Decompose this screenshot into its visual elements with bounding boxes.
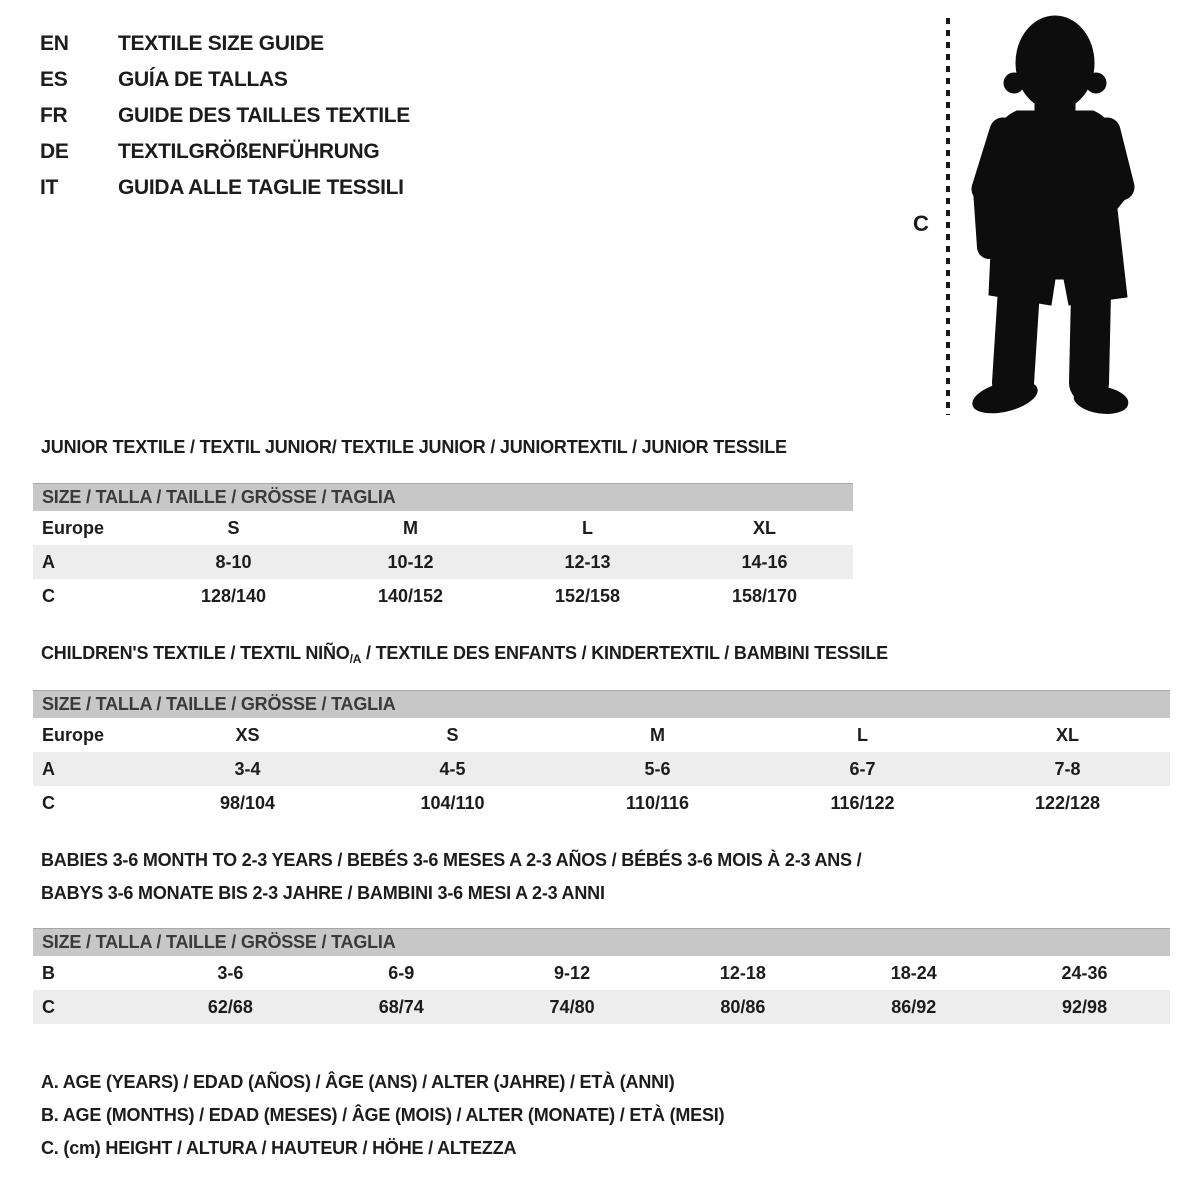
table-cell: 6-7 bbox=[849, 758, 876, 779]
height-dashed-line bbox=[946, 18, 950, 415]
language-row-en bbox=[40, 26, 410, 62]
size-header-label: SIZE / TALLA / TAILLE / GRÖSSE / TAGLIA bbox=[42, 487, 396, 507]
legend-line-b: B. AGE (MONTHS) / EDAD (MESES) / ÂGE (MOIS) / ALTER (MONATE) / ETÀ (MESI) bbox=[41, 1105, 725, 1125]
babies-size-table bbox=[33, 928, 1170, 1024]
row-label: B bbox=[42, 962, 55, 983]
table-cell: XL bbox=[1055, 724, 1079, 745]
language-code: IT bbox=[40, 176, 59, 199]
table-cell: 14-16 bbox=[741, 551, 788, 572]
table-cell: 116/122 bbox=[830, 792, 895, 813]
size-header-label: SIZE / TALLA / TAILLE / GRÖSSE / TAGLIA bbox=[42, 932, 396, 952]
babies-section-title-line1: BABIES 3-6 MONTH TO 2-3 YEARS / BEBÉS 3-6 MESES A 2-3 AÑOS / BÉBÉS 3-6 MOIS À 2-3 ANS / bbox=[41, 850, 862, 870]
language-row-fr bbox=[40, 98, 410, 134]
table-cell: 62/68 bbox=[207, 996, 253, 1017]
language-title-list bbox=[40, 26, 410, 206]
measure-legend bbox=[41, 1066, 724, 1165]
table-cell: 128/140 bbox=[200, 585, 267, 606]
table-row-europe bbox=[33, 511, 853, 545]
table-cell: 152/158 bbox=[554, 585, 621, 606]
guide-title: TEXTILGRÖßENFÜHRUNG bbox=[118, 140, 380, 163]
legend-line-a: A. AGE (YEARS) / EDAD (AÑOS) / ÂGE (ANS) / ALTER (JAHRE) / ETÀ (ANNI) bbox=[41, 1072, 675, 1092]
table-cell: 98/104 bbox=[219, 792, 276, 813]
junior-size-table bbox=[33, 483, 853, 613]
size-header-bar bbox=[33, 483, 853, 511]
legend-line-c: C. (cm) HEIGHT / ALTURA / HAUTEUR / HÖHE / ALTEZZA bbox=[41, 1138, 517, 1158]
table-cell: S bbox=[446, 724, 459, 745]
height-measure-label: C bbox=[913, 211, 929, 236]
row-label: C bbox=[42, 585, 55, 606]
table-cell: 104/110 bbox=[420, 792, 485, 813]
language-row-de bbox=[40, 134, 410, 170]
table-cell: 3-6 bbox=[217, 962, 244, 983]
table-cell: 122/128 bbox=[1034, 792, 1101, 813]
row-label: A bbox=[42, 551, 55, 572]
language-row-es bbox=[40, 62, 410, 98]
table-cell: 140/152 bbox=[377, 585, 444, 606]
table-cell: 3-4 bbox=[234, 758, 261, 779]
table-cell: 12-13 bbox=[564, 551, 611, 572]
guide-title: GUIDA ALLE TAGLIE TESSILI bbox=[118, 176, 404, 199]
table-cell: 80/86 bbox=[720, 996, 766, 1017]
junior-section-title: JUNIOR TEXTILE / TEXTIL JUNIOR/ TEXTILE JUNIOR / JUNIORTEXTIL / JUNIOR TESSILE bbox=[41, 437, 787, 457]
size-header-bar bbox=[33, 690, 1170, 718]
row-label: A bbox=[42, 758, 55, 779]
table-cell: 158/170 bbox=[731, 585, 798, 606]
table-cell: 6-9 bbox=[388, 962, 415, 983]
guide-title: GUÍA DE TALLAS bbox=[118, 68, 288, 91]
table-cell: M bbox=[650, 724, 665, 745]
size-header-bar bbox=[33, 928, 1170, 956]
table-cell: 74/80 bbox=[549, 996, 595, 1017]
row-label: Europe bbox=[42, 724, 105, 745]
table-row-age bbox=[33, 752, 1170, 786]
table-row-age bbox=[33, 545, 853, 579]
language-code: FR bbox=[40, 104, 68, 127]
language-row-it bbox=[40, 170, 410, 206]
language-code: DE bbox=[40, 140, 69, 163]
children-size-table bbox=[33, 690, 1170, 820]
table-cell: L bbox=[582, 517, 593, 538]
table-cell: 110/116 bbox=[625, 792, 690, 813]
table-cell: 9-12 bbox=[554, 962, 591, 983]
children-section-title bbox=[41, 643, 888, 666]
table-row-months bbox=[33, 956, 1170, 990]
table-row-europe bbox=[33, 718, 1170, 752]
guide-title: TEXTILE SIZE GUIDE bbox=[118, 32, 324, 55]
table-cell: 92/98 bbox=[1062, 996, 1108, 1017]
table-cell: 24-36 bbox=[1061, 962, 1108, 983]
toddler-silhouette-image bbox=[963, 10, 1143, 422]
children-title-post: / TEXTILE DES ENFANTS / KINDERTEXTIL / BAMBINI TESSILE bbox=[361, 643, 888, 663]
children-title-pre: CHILDREN'S TEXTILE / TEXTIL NIÑO bbox=[41, 643, 350, 663]
row-label: Europe bbox=[42, 517, 105, 538]
language-code: EN bbox=[40, 32, 69, 55]
table-row-height bbox=[33, 579, 853, 613]
table-cell: 7-8 bbox=[1054, 758, 1081, 779]
table-row-height bbox=[33, 990, 1170, 1024]
guide-title: GUIDE DES TAILLES TEXTILE bbox=[118, 104, 410, 127]
table-cell: 12-18 bbox=[719, 962, 766, 983]
row-label: C bbox=[42, 792, 55, 813]
table-cell: 10-12 bbox=[387, 551, 434, 572]
babies-section-title-line2: BABYS 3-6 MONATE BIS 2-3 JAHRE / BAMBINI 3-6 MESI A 2-3 ANNI bbox=[41, 883, 605, 903]
size-header-label: SIZE / TALLA / TAILLE / GRÖSSE / TAGLIA bbox=[42, 694, 396, 714]
table-cell: 4-5 bbox=[439, 758, 466, 779]
table-cell: 86/92 bbox=[891, 996, 937, 1017]
table-cell: 68/74 bbox=[378, 996, 424, 1017]
table-cell: XS bbox=[235, 724, 260, 745]
table-cell: 18-24 bbox=[890, 962, 937, 983]
table-row-height bbox=[33, 786, 1170, 820]
table-cell: M bbox=[403, 517, 418, 538]
row-label: C bbox=[42, 996, 55, 1017]
language-code: ES bbox=[40, 68, 68, 91]
table-cell: L bbox=[857, 724, 868, 745]
table-cell: 5-6 bbox=[644, 758, 671, 779]
children-title-sub: /A bbox=[349, 652, 362, 666]
table-cell: XL bbox=[752, 517, 776, 538]
table-cell: 8-10 bbox=[215, 551, 252, 572]
table-cell: S bbox=[227, 517, 240, 538]
